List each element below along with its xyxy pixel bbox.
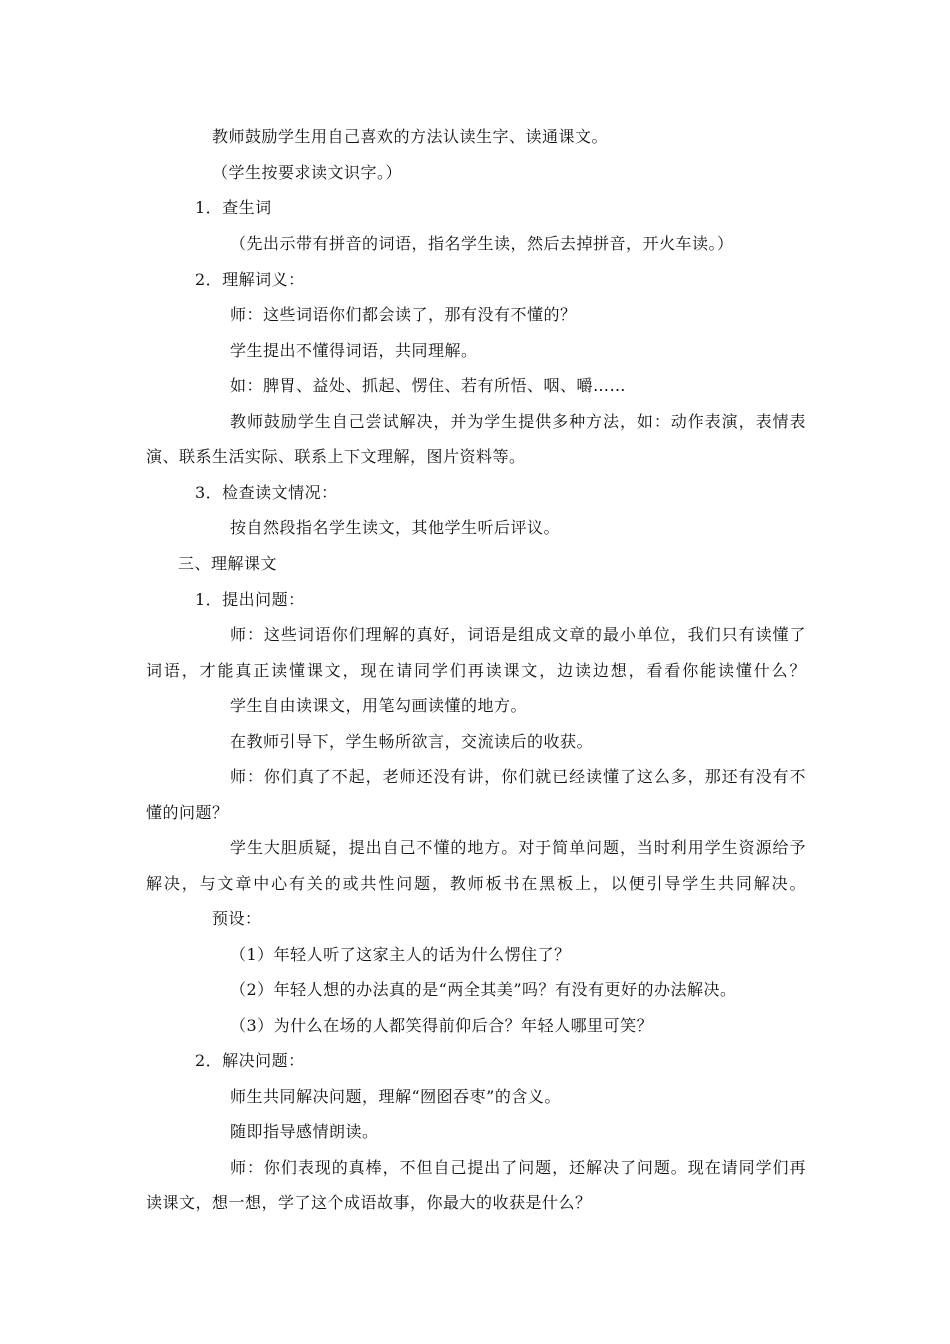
heading-line: 1．查生词 [195, 198, 272, 217]
text-line: （3）为什么在场的人都笑得前仰后合？年轻人哪里可笑？ [230, 1016, 654, 1035]
text-line: 在教师引导下，学生畅所欲言，交流读后的收获。 [230, 732, 594, 751]
text-line: 随即指导感情朗读。 [230, 1122, 379, 1141]
text-line: 教师鼓励学生自己尝试解决，并为学生提供多种方法，如：动作表演，表情表 [230, 412, 806, 431]
text-line: 词语，才能真正读懂课文，现在请同学们再读课文，边读边想，看看你能读懂什么？ [146, 661, 806, 680]
text-line: 学生大胆质疑，提出自己不懂的地方。对于简单问题，当时利用学生资源给予 [230, 838, 806, 857]
section-heading: 三、理解课文 [178, 554, 278, 573]
text-line: （2）年轻人想的办法真的是“两全其美”吗？有没有更好的办法解决。 [230, 980, 737, 999]
text-line: 按自然段指名学生读文，其他学生听后评议。 [230, 518, 561, 537]
heading-line: 3．检查读文情况： [195, 483, 338, 502]
text-line: 师：这些词语你们理解的真好，词语是组成文章的最小单位，我们只有读懂了 [230, 625, 806, 644]
text-line: 预设： [212, 909, 262, 928]
text-line: （先出示带有拼音的词语，指名学生读，然后去掉拼音，开火车读。） [230, 234, 734, 253]
text-line: 师生共同解决问题，理解“囫囵吞枣”的含义。 [230, 1087, 561, 1106]
heading-line: 2．理解词义： [195, 270, 305, 289]
heading-line: 1．提出问题： [195, 590, 305, 609]
text-line: 如：脾胃、益处、抓起、愣住、若有所悟、咽、嚼…… [230, 376, 627, 395]
text-line: 学生自由读课文，用笔勾画读懂的地方。 [230, 696, 528, 715]
text-line: 师：这些词语你们都会读了，那有没有不懂的？ [230, 305, 577, 324]
heading-line: 2．解决问题： [195, 1051, 305, 1070]
text-line: 演、联系生活实际、联系上下文理解，图片资料等。 [146, 447, 526, 466]
text-line: 读课文，想一想，学了这个成语故事，你最大的收获是什么？ [146, 1193, 592, 1212]
text-line: 懂的问题？ [146, 803, 229, 822]
text-line: 教师鼓励学生用自己喜欢的方法认读生字、读通课文。 [212, 127, 609, 146]
text-line: （1）年轻人听了这家主人的话为什么愣住了？ [230, 945, 571, 964]
text-line: 学生提出不懂得词语，共同理解。 [230, 341, 478, 360]
text-line: （学生按要求读文识字。） [212, 163, 403, 182]
text-line: 解决，与文章中心有关的或共性问题，教师板书在黑板上，以便引导学生共同解决。 [146, 874, 806, 893]
text-line: 师：你们真了不起，老师还没有讲，你们就已经读懂了这么多，那还有没有不 [230, 767, 806, 786]
text-line: 师：你们表现的真棒，不但自己提出了问题，还解决了问题。现在请同学们再 [230, 1158, 806, 1177]
